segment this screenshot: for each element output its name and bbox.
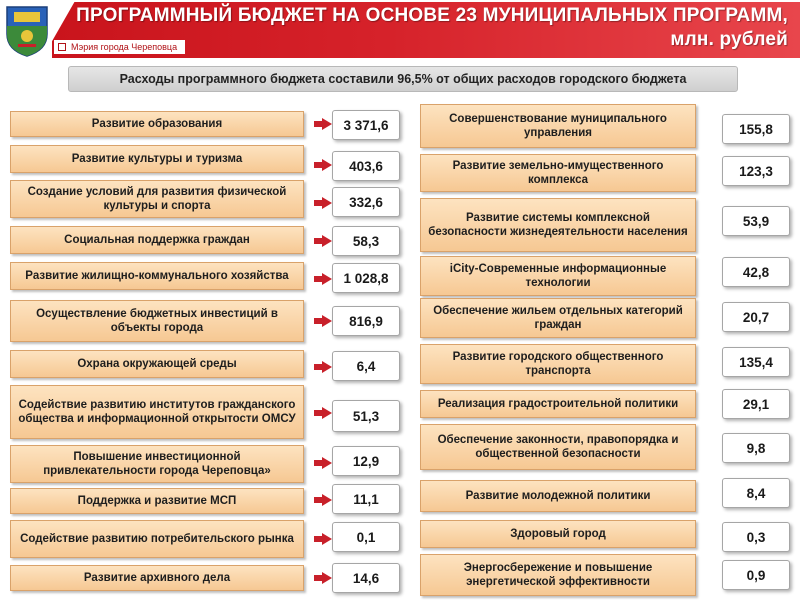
program-label: Здоровый город (420, 520, 696, 548)
program-value: 816,9 (332, 306, 400, 336)
program-label: Охрана окружающей среды (10, 350, 304, 378)
program-label: Развитие архивного дела (10, 565, 304, 591)
program-label: Развитие земельно-имущественного комплекса (420, 154, 696, 192)
program-label: Развитие системы комплексной безопасности жизнедеятельности населения (420, 198, 696, 252)
page-title-line1: ПРОГРАММНЫЙ БЮДЖЕТ НА ОСНОВЕ 23 МУНИЦИПАЛЬНЫХ ПРОГРАММ, (76, 5, 788, 26)
program-label: Содействие развитию потребительского рынка (10, 520, 304, 558)
program-value: 14,6 (332, 563, 400, 593)
header (0, 0, 800, 62)
program-value: 0,3 (722, 522, 790, 552)
program-value: 135,4 (722, 347, 790, 377)
program-value: 42,8 (722, 257, 790, 287)
program-value: 12,9 (332, 446, 400, 476)
arrow-icon (322, 494, 332, 506)
program-value: 51,3 (332, 400, 400, 432)
program-label: Совершенствование муниципального управления (420, 104, 696, 148)
mayor-strip (54, 40, 185, 54)
program-value: 29,1 (722, 389, 790, 419)
program-value: 1 028,8 (332, 263, 400, 293)
program-value: 332,6 (332, 187, 400, 217)
program-label: Реализация градостроительной политики (420, 390, 696, 418)
mayor-label: Мэрия города Череповца (71, 42, 178, 52)
arrow-icon (322, 273, 332, 285)
program-value: 123,3 (722, 156, 790, 186)
program-value: 403,6 (332, 151, 400, 181)
program-label: Осуществление бюджетных инвестиций в объекты города (10, 300, 304, 342)
program-label: Развитие городского общественного транспорта (420, 344, 696, 384)
arrow-icon (322, 457, 332, 469)
coat-of-arms-icon (4, 4, 50, 58)
program-label: Поддержка и развитие МСП (10, 488, 304, 514)
arrow-icon (322, 533, 332, 545)
program-label: Обеспечение законности, правопорядка и общественной безопасности (420, 424, 696, 470)
program-label: Обеспечение жильем отдельных категорий граждан (420, 298, 696, 338)
program-value: 8,4 (722, 478, 790, 508)
program-value: 0,1 (332, 522, 400, 552)
arrow-icon (322, 407, 332, 419)
program-label: iCity-Современные информационные технологии (420, 256, 696, 296)
mayor-mark-icon (58, 43, 66, 51)
program-label: Развитие молодежной политики (420, 480, 696, 512)
subtitle-banner: Расходы программного бюджета составили 96,5% от общих расходов городского бюджета (68, 66, 738, 92)
arrow-icon (322, 572, 332, 584)
program-label: Развитие образования (10, 111, 304, 137)
page-title-line2: млн. рублей (670, 29, 788, 50)
program-label: Содействие развитию институтов гражданского общества и информационной открытости ОМСУ (10, 385, 304, 439)
program-label: Создание условий для развития физической культуры и спорта (10, 180, 304, 218)
program-value: 0,9 (722, 560, 790, 590)
arrow-icon (322, 118, 332, 130)
arrow-icon (322, 197, 332, 209)
program-label: Энергосбережение и повышение энергетической эффективности (420, 554, 696, 596)
program-label: Развитие культуры и туризма (10, 145, 304, 173)
program-value: 6,4 (332, 351, 400, 381)
program-value: 3 371,6 (332, 110, 400, 140)
program-label: Развитие жилищно-коммунального хозяйства (10, 262, 304, 290)
program-value: 20,7 (722, 302, 790, 332)
arrow-icon (322, 315, 332, 327)
program-value: 9,8 (722, 433, 790, 463)
arrow-icon (322, 159, 332, 171)
arrow-icon (322, 235, 332, 247)
arrow-icon (322, 361, 332, 373)
program-value: 58,3 (332, 226, 400, 256)
program-value: 11,1 (332, 484, 400, 514)
program-label: Социальная поддержка граждан (10, 226, 304, 254)
program-label: Повышение инвестиционной привлекательности города Череповца» (10, 445, 304, 483)
program-value: 53,9 (722, 206, 790, 236)
program-value: 155,8 (722, 114, 790, 144)
